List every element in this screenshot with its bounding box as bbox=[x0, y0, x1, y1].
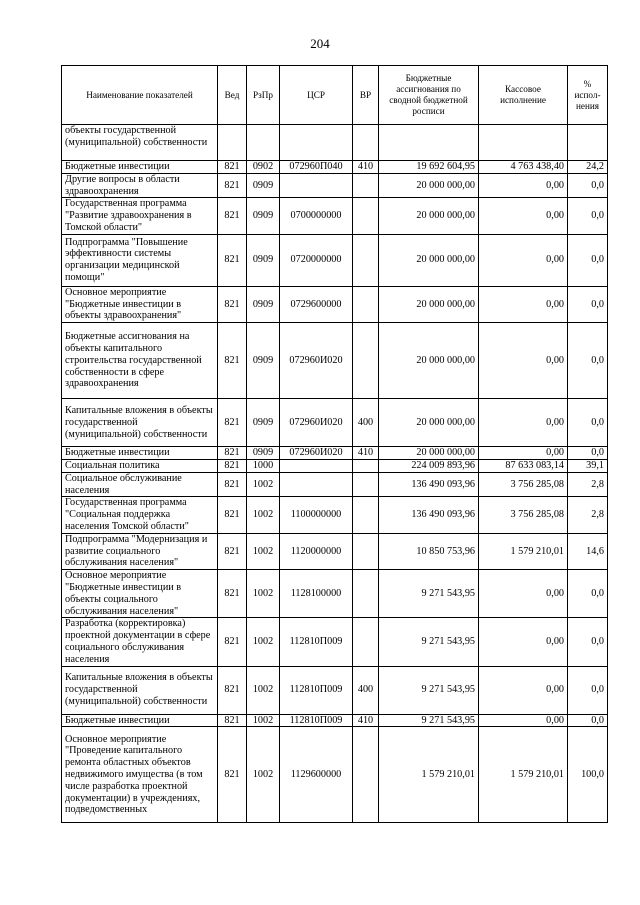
cell-budget: 20 000 000,00 bbox=[379, 234, 479, 286]
cell-rzpr: 1002 bbox=[247, 497, 280, 533]
cell-csr: 1128100000 bbox=[280, 570, 353, 618]
cell-ved: 821 bbox=[218, 234, 247, 286]
cell-rzpr: 0909 bbox=[247, 234, 280, 286]
cell-rzpr: 1002 bbox=[247, 727, 280, 823]
cell-vr bbox=[353, 323, 379, 399]
cell-pct: 0,0 bbox=[568, 399, 608, 447]
cell-name: Бюджетные ассигнования на объекты капитального строительства государственной собственности в сфере здравоохранения bbox=[62, 323, 218, 399]
cell-rzpr: 1002 bbox=[247, 714, 280, 727]
cell-rzpr: 1000 bbox=[247, 459, 280, 472]
table-row bbox=[62, 161, 608, 174]
cell-cash: 3 756 285,08 bbox=[479, 497, 568, 533]
cell-csr: 072960П040 bbox=[280, 161, 353, 174]
cell-rzpr: 0909 bbox=[247, 447, 280, 460]
cell-pct: 2,8 bbox=[568, 497, 608, 533]
cell-cash: 0,00 bbox=[479, 173, 568, 198]
budget-table bbox=[61, 65, 608, 823]
header-pct: % испол-нения bbox=[568, 66, 608, 125]
cell-vr bbox=[353, 497, 379, 533]
cell-csr: 1120000000 bbox=[280, 533, 353, 569]
cell-budget: 9 271 543,95 bbox=[379, 570, 479, 618]
cell-budget bbox=[379, 125, 479, 161]
cell-budget: 20 000 000,00 bbox=[379, 198, 479, 234]
table-row bbox=[62, 323, 608, 399]
cell-cash: 0,00 bbox=[479, 323, 568, 399]
cell-pct: 0,0 bbox=[568, 714, 608, 727]
cell-vr bbox=[353, 618, 379, 666]
cell-vr bbox=[353, 198, 379, 234]
table-row bbox=[62, 234, 608, 286]
cell-cash bbox=[479, 125, 568, 161]
cell-budget: 20 000 000,00 bbox=[379, 323, 479, 399]
cell-cash: 0,00 bbox=[479, 666, 568, 714]
cell-pct bbox=[568, 125, 608, 161]
cell-vr bbox=[353, 173, 379, 198]
table-row bbox=[62, 447, 608, 460]
header-row bbox=[62, 66, 608, 125]
cell-cash: 0,00 bbox=[479, 399, 568, 447]
cell-name: Социальное обслуживание населения bbox=[62, 472, 218, 497]
cell-cash: 0,00 bbox=[479, 714, 568, 727]
cell-rzpr: 1002 bbox=[247, 472, 280, 497]
cell-name: Бюджетные инвестиции bbox=[62, 447, 218, 460]
cell-name: Бюджетные инвестиции bbox=[62, 714, 218, 727]
page-number: 204 bbox=[310, 36, 330, 51]
cell-name: Капитальные вложения в объекты государственной (муниципальной) собственности bbox=[62, 399, 218, 447]
cell-name: Основное мероприятие "Проведение капитального ремонта областных объектов недвижимого имущества (в том числе разработка проектной документации) в учреждениях, подведомственных bbox=[62, 727, 218, 823]
cell-ved: 821 bbox=[218, 161, 247, 174]
cell-ved: 821 bbox=[218, 447, 247, 460]
cell-rzpr: 1002 bbox=[247, 666, 280, 714]
cell-pct: 0,0 bbox=[568, 570, 608, 618]
cell-name: Основное мероприятие "Бюджетные инвестиции в объекты здравоохранения" bbox=[62, 286, 218, 322]
cell-name: Подпрограмма "Повышение эффективности системы организации медицинской помощи" bbox=[62, 234, 218, 286]
header-budget: Бюджетные ассигнования по сводной бюджетной росписи bbox=[379, 66, 479, 125]
cell-name: Капитальные вложения в объекты государственной (муниципальной) собственности bbox=[62, 666, 218, 714]
cell-budget: 136 490 093,96 bbox=[379, 497, 479, 533]
header-name: Наименование показателей bbox=[62, 66, 218, 125]
cell-budget: 9 271 543,95 bbox=[379, 714, 479, 727]
cell-ved: 821 bbox=[218, 399, 247, 447]
cell-vr: 400 bbox=[353, 399, 379, 447]
cell-cash: 0,00 bbox=[479, 570, 568, 618]
table-row bbox=[62, 727, 608, 823]
cell-ved: 821 bbox=[218, 618, 247, 666]
cell-rzpr: 0902 bbox=[247, 161, 280, 174]
cell-budget: 1 579 210,01 bbox=[379, 727, 479, 823]
cell-budget: 20 000 000,00 bbox=[379, 173, 479, 198]
cell-vr bbox=[353, 286, 379, 322]
cell-pct: 2,8 bbox=[568, 472, 608, 497]
cell-ved: 821 bbox=[218, 173, 247, 198]
cell-budget: 10 850 753,96 bbox=[379, 533, 479, 569]
cell-vr bbox=[353, 570, 379, 618]
header-ved: Вед bbox=[218, 66, 247, 125]
cell-name: объекты государственной (муниципальной) собственности bbox=[62, 125, 218, 161]
cell-rzpr bbox=[247, 125, 280, 161]
table-row bbox=[62, 125, 608, 161]
cell-csr: 0729600000 bbox=[280, 286, 353, 322]
cell-pct: 24,2 bbox=[568, 161, 608, 174]
cell-vr: 410 bbox=[353, 714, 379, 727]
cell-rzpr: 1002 bbox=[247, 533, 280, 569]
cell-cash: 1 579 210,01 bbox=[479, 533, 568, 569]
cell-vr: 410 bbox=[353, 447, 379, 460]
cell-pct: 0,0 bbox=[568, 666, 608, 714]
cell-budget: 20 000 000,00 bbox=[379, 286, 479, 322]
cell-ved: 821 bbox=[218, 472, 247, 497]
cell-csr: 072960И020 bbox=[280, 399, 353, 447]
cell-ved: 821 bbox=[218, 459, 247, 472]
cell-vr bbox=[353, 472, 379, 497]
cell-rzpr: 1002 bbox=[247, 618, 280, 666]
table-row bbox=[62, 714, 608, 727]
cell-ved: 821 bbox=[218, 570, 247, 618]
cell-budget: 20 000 000,00 bbox=[379, 399, 479, 447]
cell-csr bbox=[280, 125, 353, 161]
cell-cash: 1 579 210,01 bbox=[479, 727, 568, 823]
cell-vr: 410 bbox=[353, 161, 379, 174]
cell-cash: 87 633 083,14 bbox=[479, 459, 568, 472]
cell-ved: 821 bbox=[218, 497, 247, 533]
cell-pct: 100,0 bbox=[568, 727, 608, 823]
table-row bbox=[62, 173, 608, 198]
cell-name: Основное мероприятие "Бюджетные инвестиции в объекты социального обслуживания населения" bbox=[62, 570, 218, 618]
cell-csr bbox=[280, 459, 353, 472]
cell-name: Другие вопросы в области здравоохранения bbox=[62, 173, 218, 198]
cell-ved: 821 bbox=[218, 727, 247, 823]
header-csr: ЦСР bbox=[280, 66, 353, 125]
table-row bbox=[62, 286, 608, 322]
cell-csr: 0720000000 bbox=[280, 234, 353, 286]
cell-cash: 0,00 bbox=[479, 618, 568, 666]
cell-budget: 9 271 543,95 bbox=[379, 666, 479, 714]
cell-budget: 136 490 093,96 bbox=[379, 472, 479, 497]
cell-cash: 0,00 bbox=[479, 286, 568, 322]
cell-cash: 3 756 285,08 bbox=[479, 472, 568, 497]
cell-csr: 072960И020 bbox=[280, 323, 353, 399]
cell-name: Государственная программа "Развитие здравоохранения в Томской области" bbox=[62, 198, 218, 234]
table-row bbox=[62, 198, 608, 234]
cell-pct: 0,0 bbox=[568, 198, 608, 234]
cell-name: Бюджетные инвестиции bbox=[62, 161, 218, 174]
cell-csr bbox=[280, 173, 353, 198]
cell-budget: 19 692 604,95 bbox=[379, 161, 479, 174]
cell-rzpr: 0909 bbox=[247, 173, 280, 198]
cell-rzpr: 0909 bbox=[247, 198, 280, 234]
cell-vr bbox=[353, 533, 379, 569]
cell-csr bbox=[280, 472, 353, 497]
cell-csr: 0700000000 bbox=[280, 198, 353, 234]
table-row bbox=[62, 472, 608, 497]
cell-pct: 39,1 bbox=[568, 459, 608, 472]
cell-name: Подпрограмма "Модернизация и развитие социального обслуживания населения" bbox=[62, 533, 218, 569]
cell-name: Социальная политика bbox=[62, 459, 218, 472]
cell-ved: 821 bbox=[218, 533, 247, 569]
table-row bbox=[62, 533, 608, 569]
cell-cash: 0,00 bbox=[479, 234, 568, 286]
cell-pct: 0,0 bbox=[568, 286, 608, 322]
table-row bbox=[62, 666, 608, 714]
cell-csr: 1129600000 bbox=[280, 727, 353, 823]
header-cash: Кассовое исполнение bbox=[479, 66, 568, 125]
cell-csr: 112810П009 bbox=[280, 666, 353, 714]
cell-pct: 0,0 bbox=[568, 234, 608, 286]
table-row bbox=[62, 459, 608, 472]
cell-budget: 224 009 893,96 bbox=[379, 459, 479, 472]
cell-budget: 20 000 000,00 bbox=[379, 447, 479, 460]
cell-name: Государственная программа "Социальная поддержка населения Томской области" bbox=[62, 497, 218, 533]
table-row bbox=[62, 618, 608, 666]
cell-ved: 821 bbox=[218, 198, 247, 234]
cell-vr bbox=[353, 234, 379, 286]
table-row bbox=[62, 570, 608, 618]
cell-rzpr: 1002 bbox=[247, 570, 280, 618]
cell-csr: 1100000000 bbox=[280, 497, 353, 533]
cell-cash: 0,00 bbox=[479, 198, 568, 234]
cell-ved bbox=[218, 125, 247, 161]
header-vr: ВР bbox=[353, 66, 379, 125]
cell-vr bbox=[353, 459, 379, 472]
cell-ved: 821 bbox=[218, 666, 247, 714]
table-row bbox=[62, 399, 608, 447]
cell-csr: 112810П009 bbox=[280, 714, 353, 727]
header-rzpr: РзПр bbox=[247, 66, 280, 125]
cell-pct: 0,0 bbox=[568, 618, 608, 666]
cell-budget: 9 271 543,95 bbox=[379, 618, 479, 666]
cell-name: Разработка (корректировка) проектной документации в сфере социального обслуживания населения bbox=[62, 618, 218, 666]
cell-vr: 400 bbox=[353, 666, 379, 714]
table-row bbox=[62, 497, 608, 533]
cell-vr bbox=[353, 727, 379, 823]
cell-pct: 0,0 bbox=[568, 447, 608, 460]
cell-ved: 821 bbox=[218, 286, 247, 322]
cell-csr: 112810П009 bbox=[280, 618, 353, 666]
cell-pct: 14,6 bbox=[568, 533, 608, 569]
cell-csr: 072960И020 bbox=[280, 447, 353, 460]
cell-cash: 4 763 438,40 bbox=[479, 161, 568, 174]
cell-rzpr: 0909 bbox=[247, 323, 280, 399]
cell-rzpr: 0909 bbox=[247, 399, 280, 447]
cell-ved: 821 bbox=[218, 323, 247, 399]
cell-ved: 821 bbox=[218, 714, 247, 727]
cell-vr bbox=[353, 125, 379, 161]
cell-rzpr: 0909 bbox=[247, 286, 280, 322]
cell-pct: 0,0 bbox=[568, 173, 608, 198]
cell-cash: 0,00 bbox=[479, 447, 568, 460]
cell-pct: 0,0 bbox=[568, 323, 608, 399]
